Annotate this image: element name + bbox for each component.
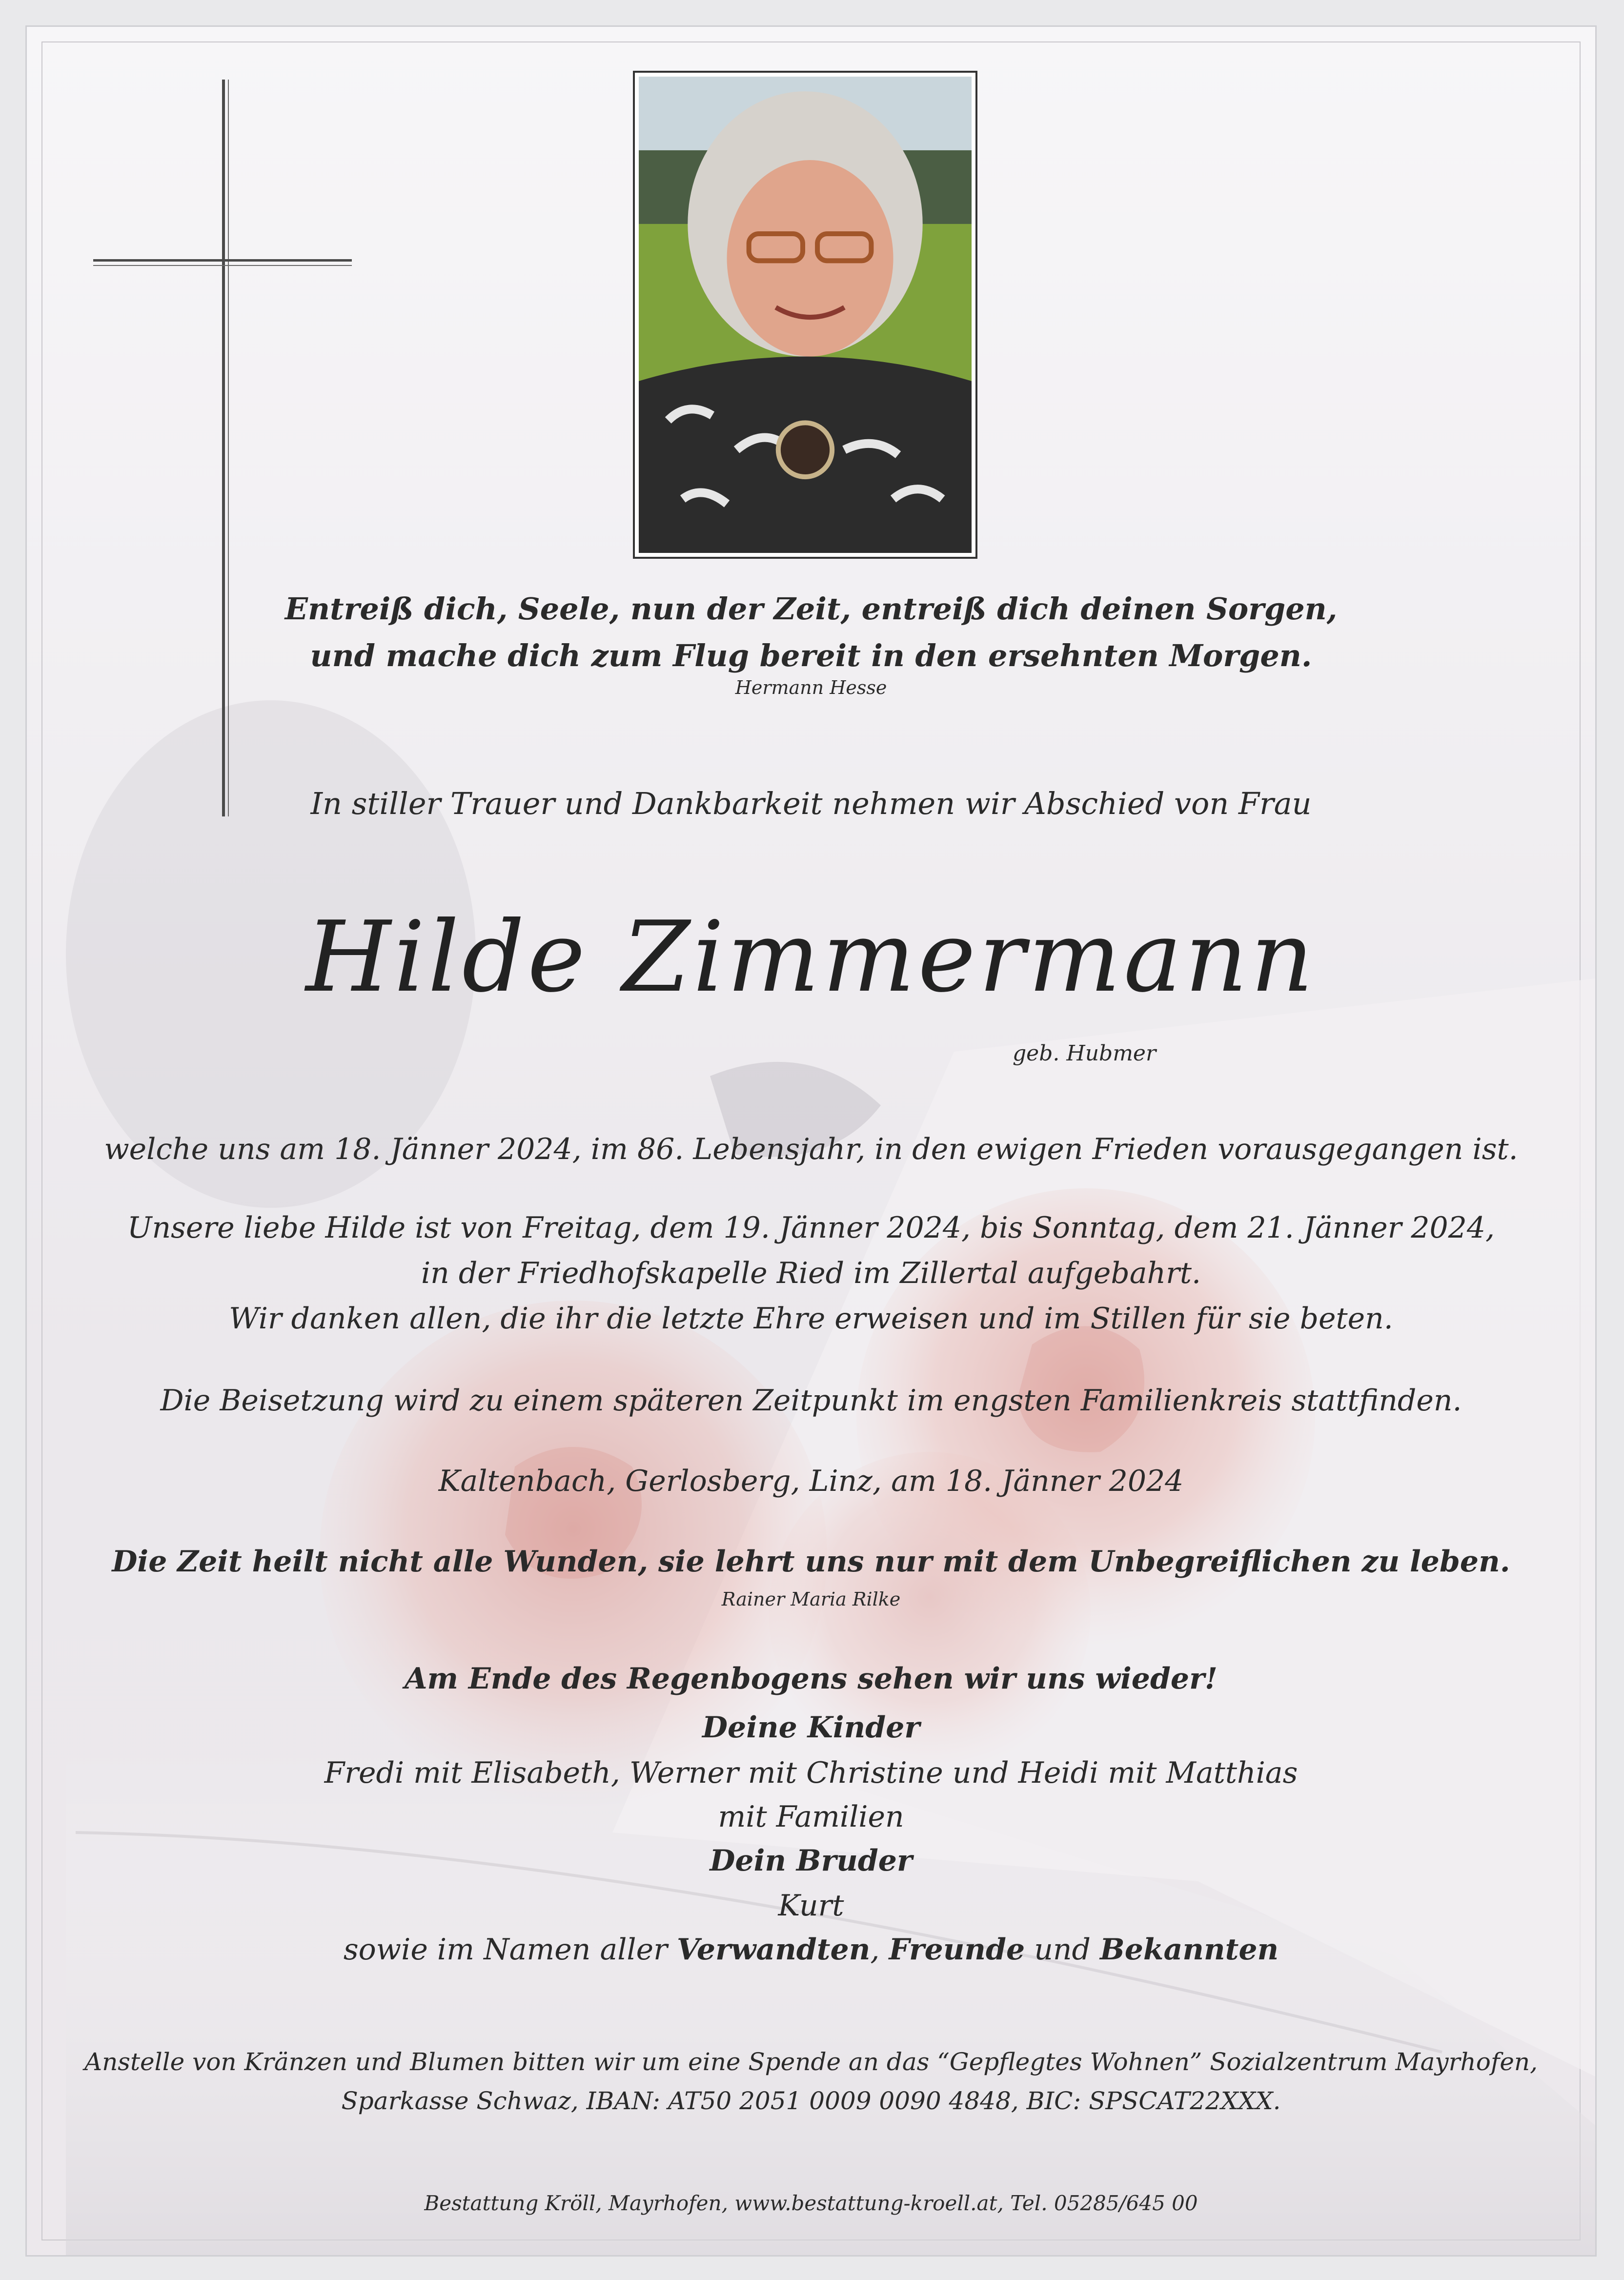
others-friends: Freunde	[889, 1933, 1025, 1967]
intro-text: In stiller Trauer und Dankbarkeit nehmen wir Abschied von Frau	[310, 786, 1312, 821]
quote-line-2: und mache dich zum Flug bereit in den ersehnten Morgen.	[310, 638, 1312, 674]
brother-heading: Dein Bruder	[710, 1844, 913, 1878]
others-and: und	[1025, 1933, 1100, 1967]
burial-info: Die Beisetzung wird zu einem späteren Zeitpunkt im engsten Familienkreis stattfinden.	[160, 1384, 1462, 1418]
obituary-page	[25, 25, 1597, 2257]
cross-icon	[222, 80, 225, 816]
rilke-author: Rainer Maria Rilke	[721, 1588, 901, 1610]
funeral-home-footer: Bestattung Kröll, Mayrhofen, www.bestattung-kroell.at, Tel. 05285/645 00	[424, 2191, 1198, 2215]
donation-line-2: Sparkasse Schwaz, IBAN: AT50 2051 0009 0090 4848, BIC: SPSCAT22XXX.	[341, 2087, 1281, 2115]
donation-line-1: Anstelle von Kränzen und Blumen bitten wir um eine Spende an das “Gepflegtes Wohnen” Sozialzentrum Mayrhofen,	[84, 2048, 1538, 2076]
others-prefix: sowie im Namen aller	[343, 1933, 677, 1967]
children-heading: Deine Kinder	[702, 1710, 920, 1745]
donation-request	[27, 2042, 1595, 2120]
wake-line-2: in der Friedhofskapelle Ried im Zillertal aufgebahrt.	[421, 1256, 1201, 1290]
brother-name: Kurt	[778, 1889, 844, 1923]
children-names: Fredi mit Elisabeth, Werner mit Christine und Heidi mit Matthias	[324, 1756, 1298, 1790]
others-sep: ,	[870, 1933, 889, 1967]
rainbow-line: Am Ende des Regenbogens sehen wir uns wieder!	[404, 1662, 1218, 1696]
wake-line-1: Unsere liebe Hilde ist von Freitag, dem 19. Jänner 2024, bis Sonntag, dem 21. Jänner 2024,	[127, 1211, 1495, 1245]
deceased-name: Hilde Zimmermann	[305, 900, 1317, 1014]
others-line	[27, 1933, 1595, 1967]
cross-bar	[93, 259, 352, 262]
wake-info	[27, 1205, 1595, 1342]
hesse-quote	[27, 586, 1595, 679]
rilke-quote: Die Zeit heilt nicht alle Wunden, sie lehrt uns nur mit dem Unbegreiflichen zu leben.	[112, 1545, 1510, 1579]
others-acquaintances: Bekannten	[1100, 1933, 1279, 1967]
cross-bar-inner	[93, 265, 352, 266]
portrait-image	[639, 77, 972, 553]
others-relatives: Verwandten	[676, 1933, 871, 1967]
place-date: Kaltenbach, Gerlosberg, Linz, am 18. Jänner 2024	[438, 1464, 1184, 1498]
quote-author: Hermann Hesse	[735, 677, 887, 698]
families-line: mit Familien	[718, 1800, 904, 1834]
death-notice: welche uns am 18. Jänner 2024, im 86. Lebensjahr, in den ewigen Frieden vorausgegangen ist.	[104, 1132, 1518, 1166]
quote-line-1: Entreiß dich, Seele, nun der Zeit, entreiß dich deinen Sorgen,	[284, 591, 1338, 627]
wake-line-3: Wir danken allen, die ihr die letzte Ehre erweisen und im Stillen für sie beten.	[229, 1302, 1393, 1336]
portrait-photo	[633, 71, 977, 559]
cross-inner-line	[228, 80, 229, 816]
maiden-name: geb. Hubmer	[1012, 1041, 1156, 1066]
